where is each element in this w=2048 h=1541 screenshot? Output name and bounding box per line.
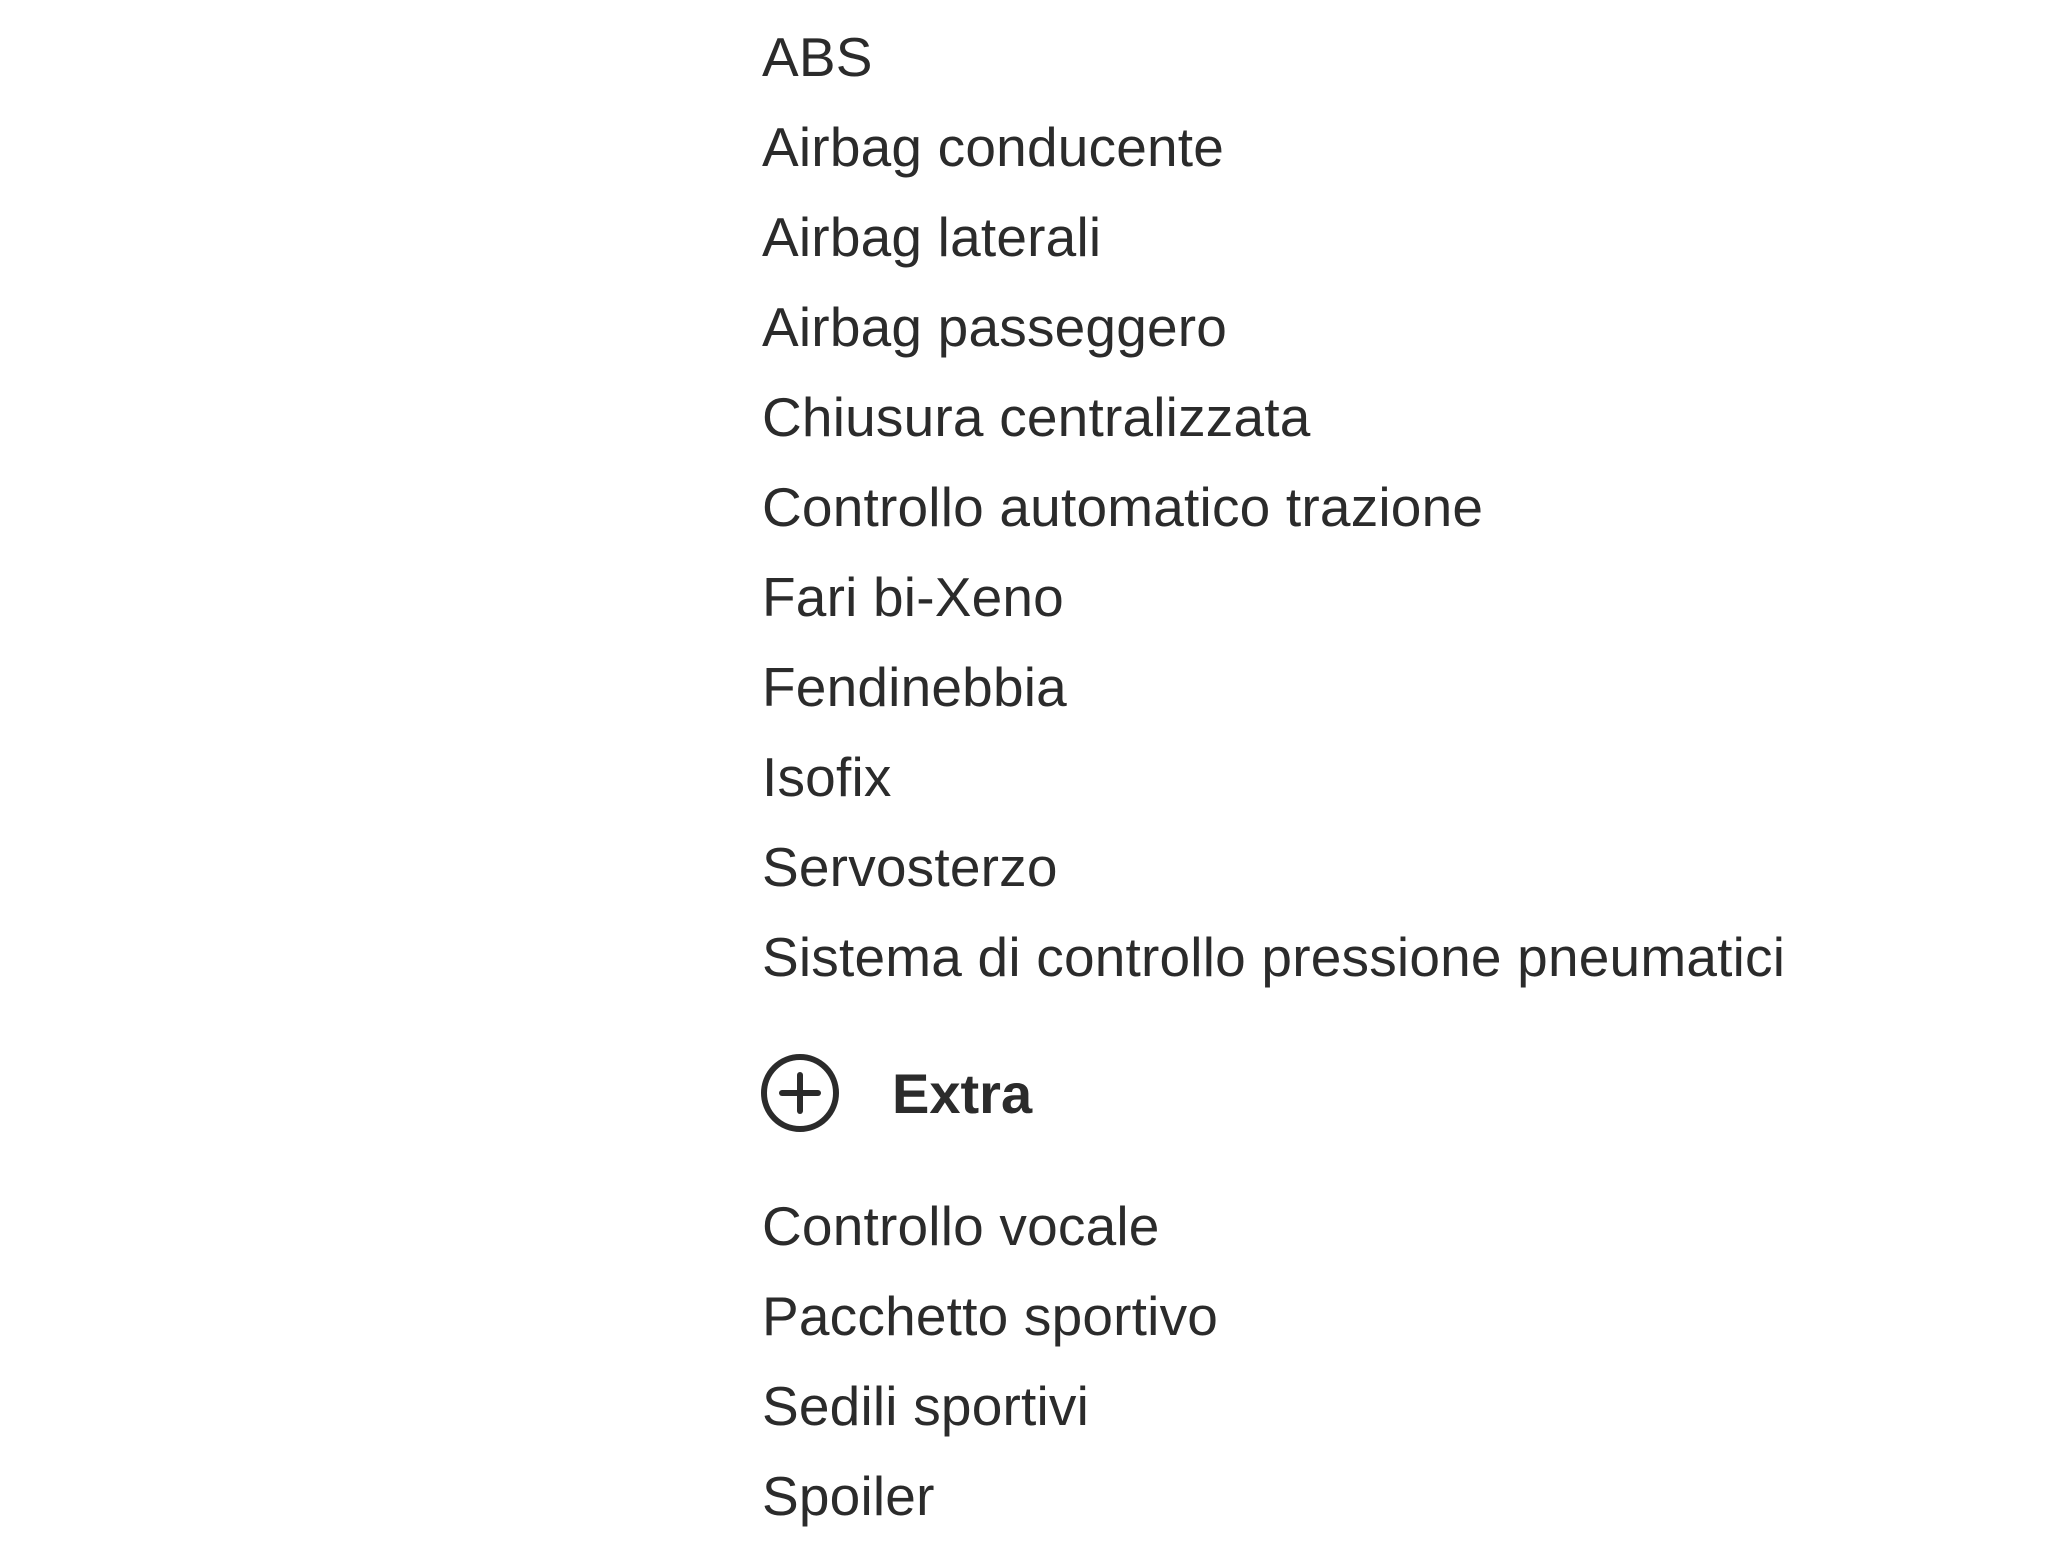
list-item: Controllo vocale — [762, 1195, 1160, 1257]
feature-list — [762, 12, 1785, 1002]
list-item: Servosterzo — [762, 836, 1058, 898]
extra-section-header[interactable] — [758, 1050, 1032, 1136]
plus-circle-icon[interactable] — [758, 1051, 842, 1135]
list-item: ABS — [762, 26, 873, 88]
list-item: Airbag passeggero — [762, 296, 1228, 358]
list-item: Fari bi-Xeno — [762, 566, 1064, 628]
list-item: Isofix — [762, 746, 892, 808]
list-item: Sedili sportivi — [762, 1375, 1090, 1437]
list-item: Fendinebbia — [762, 656, 1067, 718]
list-item: Controllo automatico trazione — [762, 476, 1484, 538]
list-item: Chiusura centralizzata — [762, 386, 1311, 448]
extra-section-title: Extra — [892, 1061, 1033, 1125]
list-item: Sistema di controllo pressione pneumatici — [762, 926, 1786, 988]
extra-list — [762, 1181, 1218, 1541]
list-item: Airbag laterali — [762, 206, 1102, 268]
list-item: Pacchetto sportivo — [762, 1285, 1219, 1347]
list-item: Airbag conducente — [762, 116, 1225, 178]
list-item: Spoiler — [762, 1465, 935, 1527]
